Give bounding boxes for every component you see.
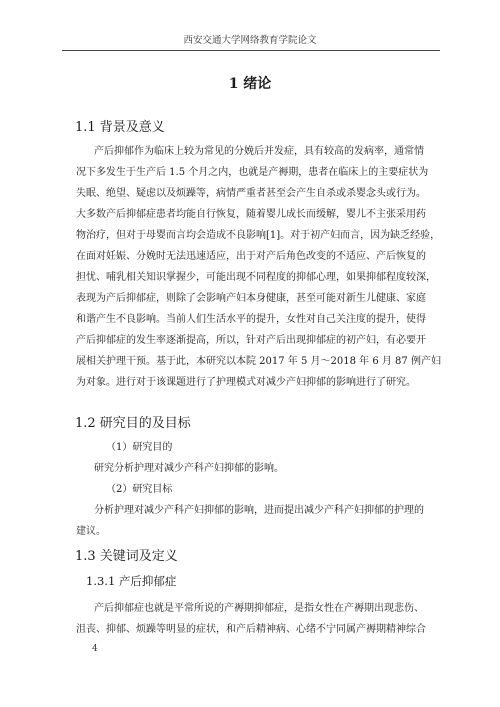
paragraph-line: 产后抑郁症也就是平常所说的产褥期抑郁症，是指女性在产褥期出现悲伤、 — [94, 603, 424, 614]
paragraph-line: 表现为产后抑郁症，则除了会影响产妇本身健康，甚至可能对新生儿健康、家庭 — [76, 293, 426, 304]
research-goal-line: 建议。 — [76, 526, 106, 537]
research-purpose-text: 研究分析护理对减少产科产妇抑郁的影响。 — [94, 463, 284, 474]
paragraph-line: 产后抑郁症的发生率逐渐提高，所以，针对产后出现抑郁症的初产妇，有必要开 — [76, 335, 426, 346]
paragraph-line: 担忧、哺乳相关知识掌握少，可能出现不同程度的抑郁心理，如果抑郁程度较深， — [76, 272, 436, 283]
paragraph-line: 展相关护理干预。基于此，本研究以本院 2017 年 5 月～2018 年 6 月 87 例产妇 — [76, 356, 441, 367]
header-divider — [62, 50, 440, 51]
paragraph-line: 物治疗，但对于母婴而言均会造成不良影响[1]。对于初产妇而言，因为缺乏经验， — [76, 230, 441, 241]
research-goal-line: 分析护理对减少产科产妇抑郁的影响，进而提出减少产科产妇抑郁的护理的 — [94, 505, 424, 516]
page-number: 4 — [92, 644, 98, 654]
paragraph-line: 沮丧、抑郁、烦躁等明显的症状，和产后精神病、心绪不宁同属产褥期精神综合 — [76, 624, 426, 635]
paragraph-line: 为对象。进行对于该课题进行了护理模式对减少产妇抑郁的影响进行了研究。 — [76, 377, 416, 388]
research-goal-label: （2）研究目标 — [106, 484, 173, 495]
paragraph-line: 况下多发生于生产后 1.5 个月之内，也就是产褥期，患者在临床上的主要症状为 — [76, 167, 429, 178]
chapter-title: 1 绪论 — [228, 76, 272, 92]
paragraph-line: 失眠、绝望、疑虑以及烦躁等，病情严重者甚至会产生自杀或杀婴念头或行为。 — [76, 188, 426, 199]
section-heading-1-2: 1.2 研究目的及目标 — [75, 416, 191, 431]
section-1-2-content — [76, 437, 430, 542]
running-header: 西安交通大学网络教育学院论文 — [183, 35, 317, 46]
paragraph-line: 产后抑郁作为临床上较为常见的分娩后并发症，具有较高的发病率，通常情 — [94, 146, 424, 157]
paragraph-line: 在面对妊娠、分娩时无法迅速适应，出于对产后角色改变的不适应、产后恢复的 — [76, 251, 426, 262]
section-1-3-1-paragraph — [76, 598, 430, 640]
section-heading-1-3: 1.3 关键词及定义 — [75, 549, 178, 564]
paragraph-line: 和谐产生不良影响。当前人们生活水平的提升，女性对自己关注度的提升，使得 — [76, 314, 426, 325]
section-1-1-paragraph — [76, 141, 441, 393]
paragraph-line: 大多数产后抑郁症患者均能自行恢复，随着婴儿成长而缓解，婴儿不主张采用药 — [76, 209, 426, 220]
research-purpose-label: （1）研究目的 — [106, 442, 173, 453]
subsection-heading-1-3-1: 1.3.1 产后抑郁症 — [86, 574, 177, 588]
section-heading-1-1: 1.1 背景及意义 — [75, 120, 165, 135]
